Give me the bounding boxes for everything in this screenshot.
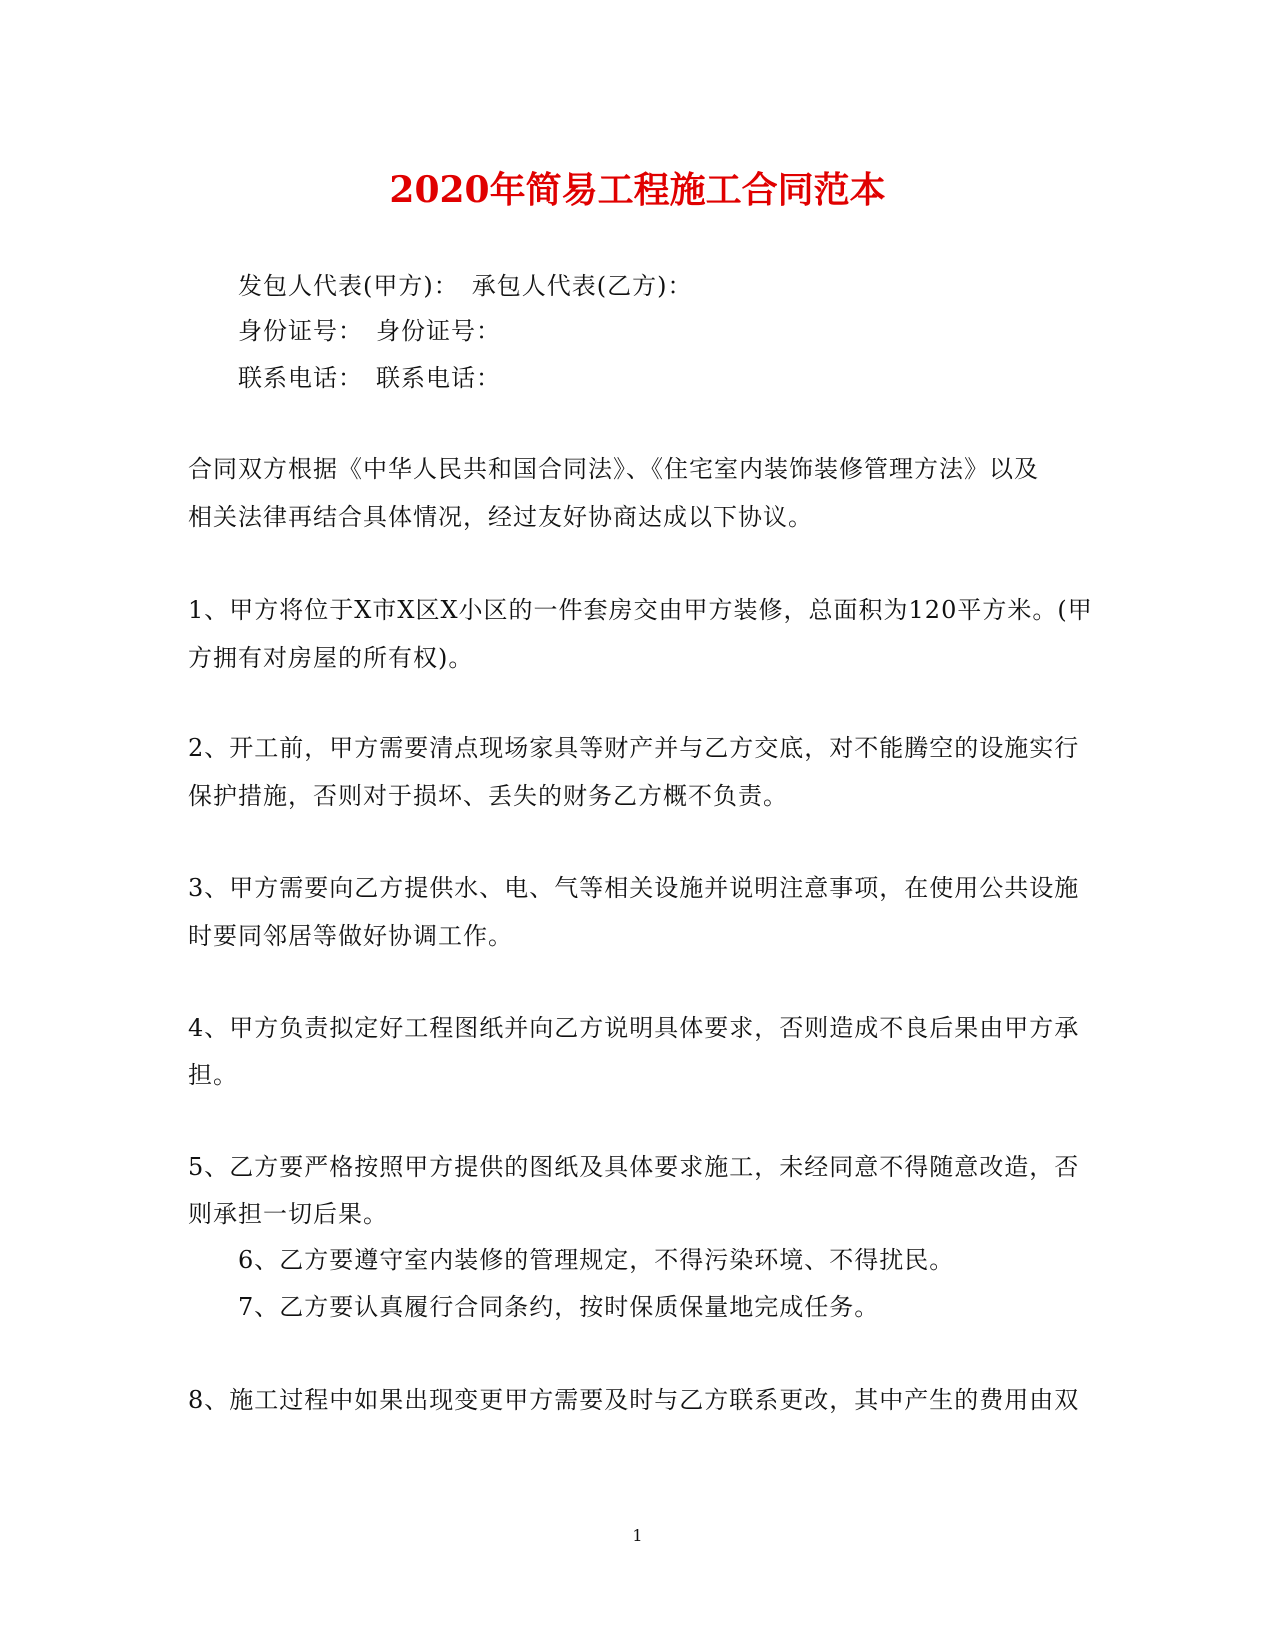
clause-2-line-1: 2、开工前，甲方需要清点现场家具等财产并与乙方交底，对不能腾空的设施实行: [188, 734, 1080, 762]
intro-line-2: 相关法律再结合具体情况，经过友好协商达成以下协议。: [188, 503, 813, 531]
clause-2-line-2: 保护措施，否则对于损坏、丢失的财务乙方概不负责。: [188, 782, 788, 810]
clause-3-line-2: 时要同邻居等做好协调工作。: [188, 922, 513, 950]
clause-5-line-1: 5、乙方要严格按照甲方提供的图纸及具体要求施工，未经同意不得随意改造，否: [188, 1153, 1080, 1181]
intro-line-1: 合同双方根据《中华人民共和国合同法》、《住宅室内装饰装修管理方法》以及: [188, 455, 1039, 483]
clause-7: 7、乙方要认真履行合同条约，按时保质保量地完成任务。: [238, 1293, 880, 1321]
clause-4-line-1: 4、甲方负责拟定好工程图纸并向乙方说明具体要求，否则造成不良后果由甲方承: [188, 1014, 1080, 1042]
page-number: 1: [632, 1526, 643, 1545]
header-line-party-representatives: 发包人代表(甲方)： 承包人代表(乙方)：: [238, 272, 693, 300]
clause-1-line-1: 1、甲方将位于X市X区X小区的一件套房交由甲方装修，总面积为120平方米。(甲: [188, 596, 1093, 624]
clause-4-line-2: 担。: [188, 1061, 238, 1089]
clause-6: 6、乙方要遵守室内装修的管理规定，不得污染环境、不得扰民。: [238, 1246, 955, 1274]
clause-8-line-1: 8、施工过程中如果出现变更甲方需要及时与乙方联系更改，其中产生的费用由双: [188, 1386, 1080, 1414]
clause-1-line-2: 方拥有对房屋的所有权)。: [188, 644, 474, 672]
document-title: 2020年简易工程施工合同范本: [389, 169, 886, 211]
header-line-phone-numbers: 联系电话： 联系电话：: [238, 364, 501, 392]
clause-3-line-1: 3、甲方需要向乙方提供水、电、气等相关设施并说明注意事项，在使用公共设施: [188, 874, 1080, 902]
header-line-id-numbers: 身份证号： 身份证号：: [238, 317, 501, 345]
clause-5-line-2: 则承担一切后果。: [188, 1200, 388, 1228]
